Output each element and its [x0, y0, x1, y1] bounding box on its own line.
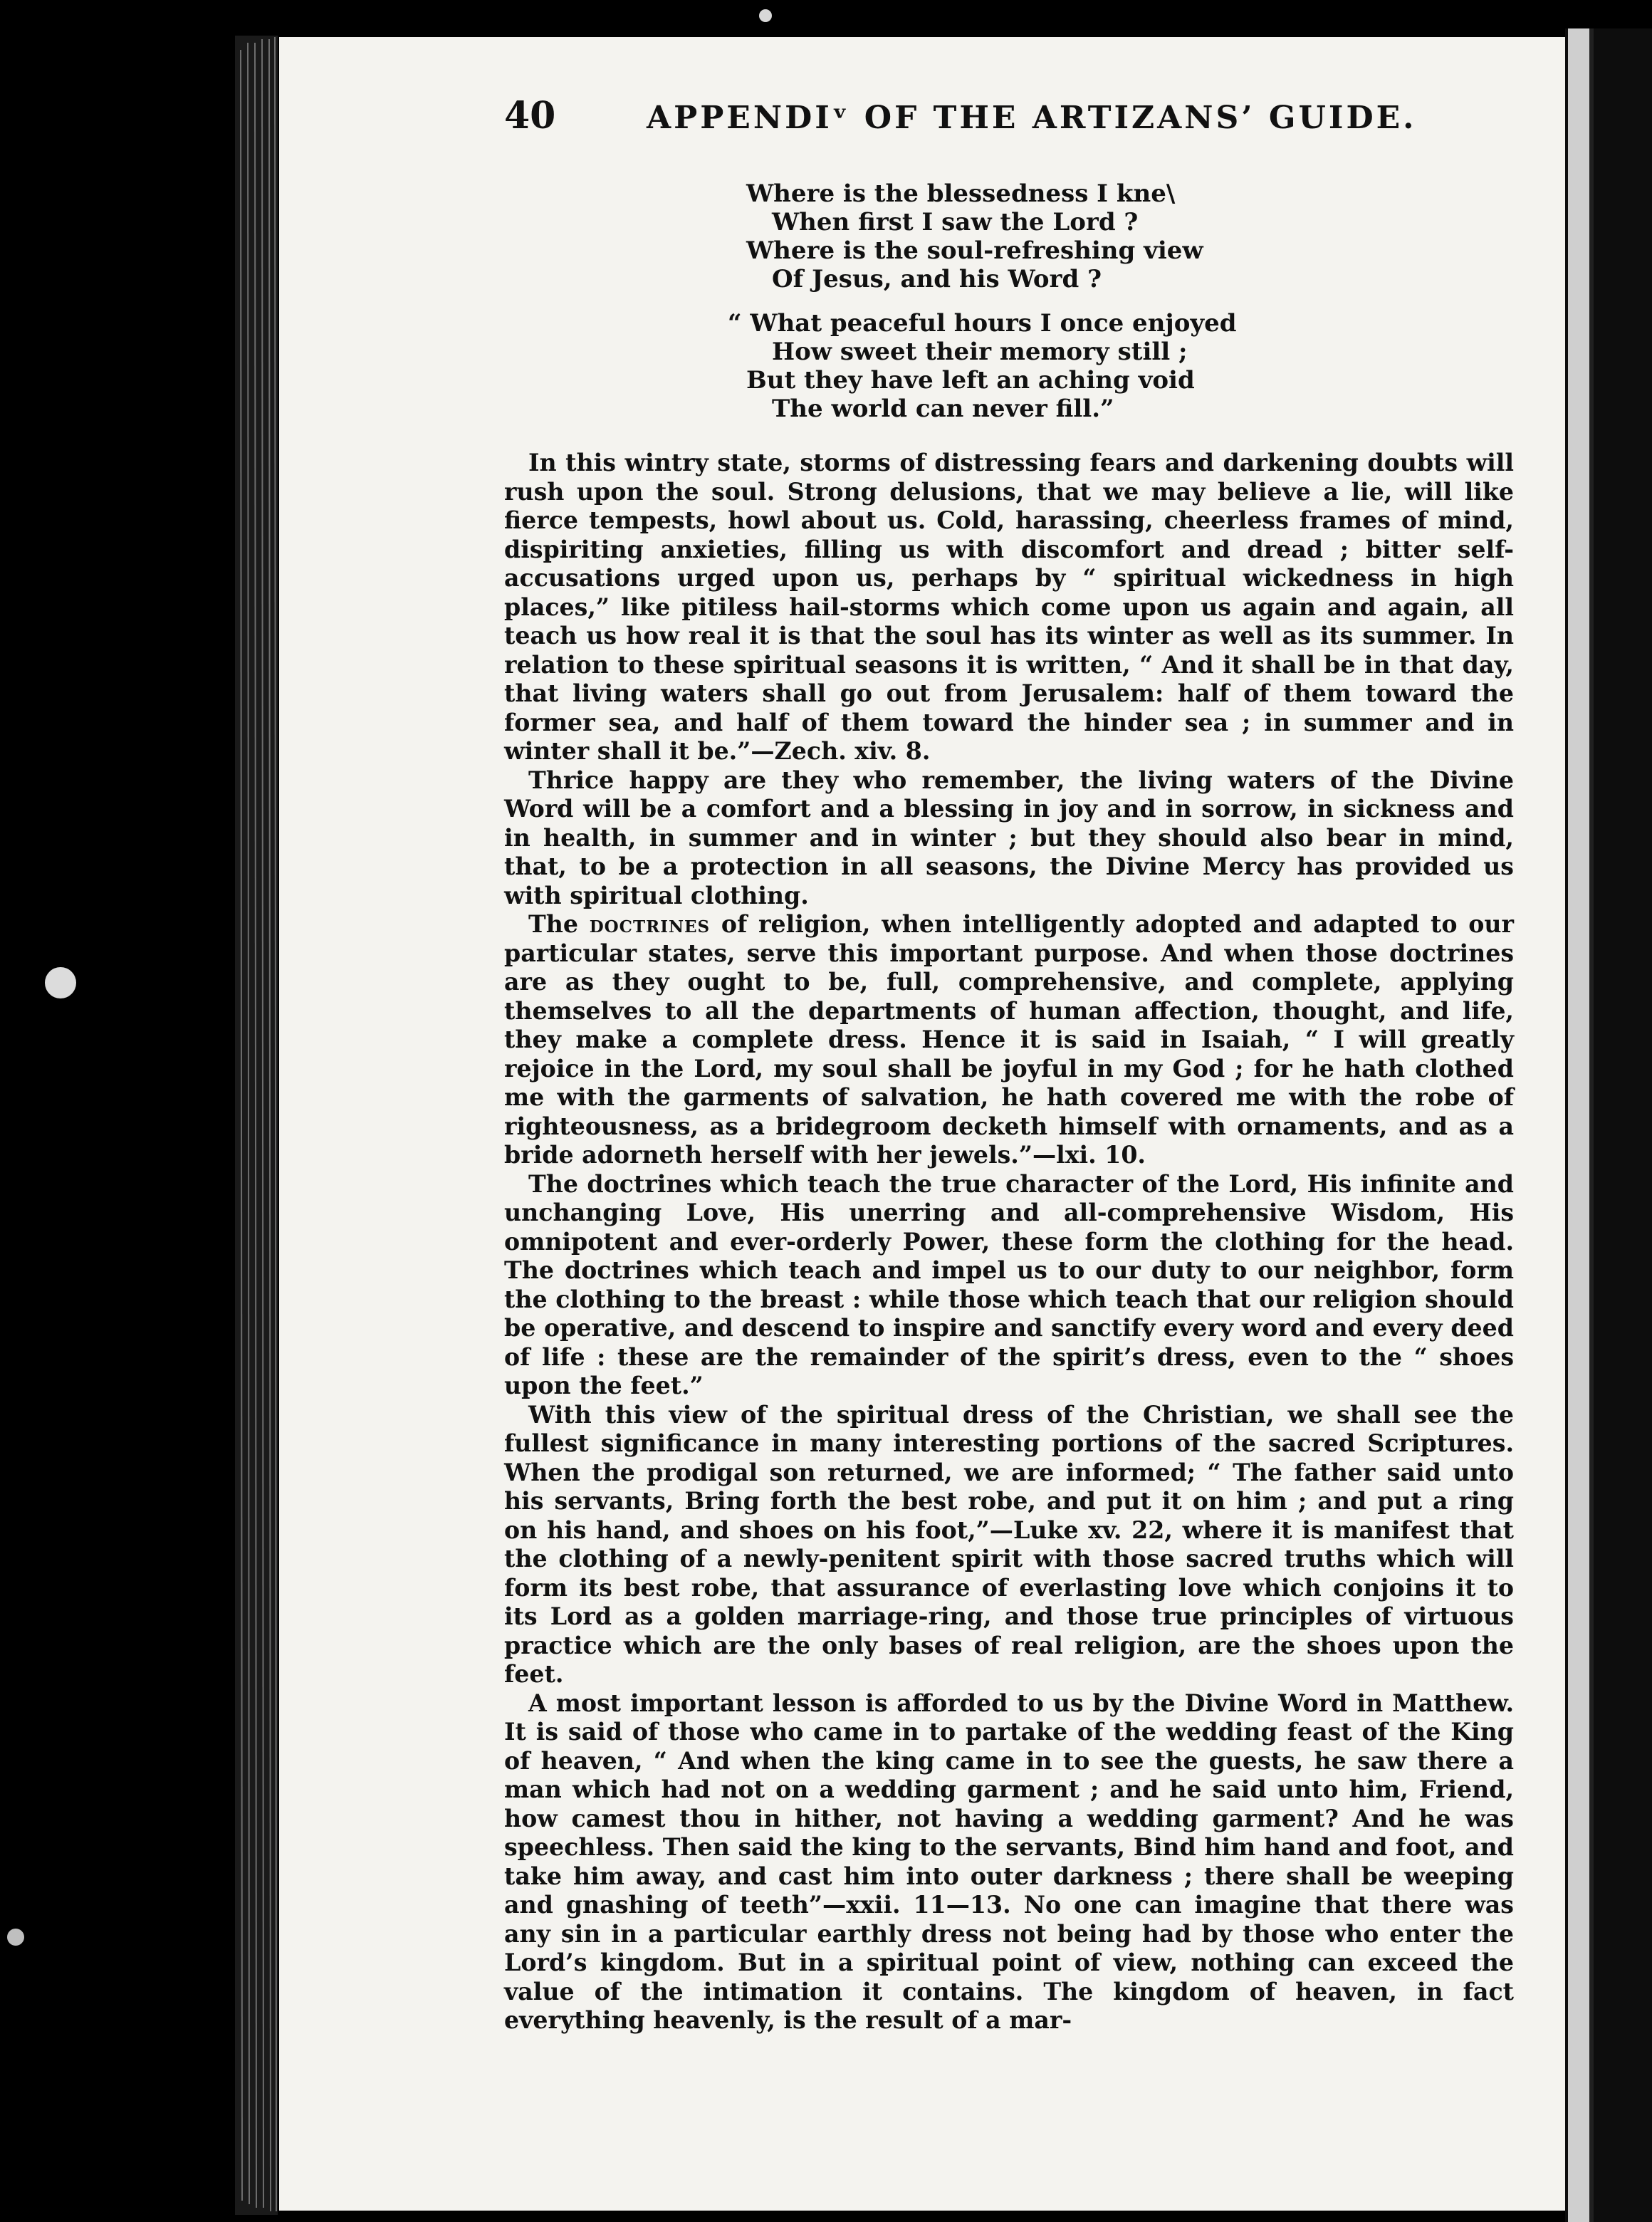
- paragraph-clothing: The doctrines which teach the true character of the Lord, His infinite and unchanging Love, His unerring and all-comprehensive Wisdom, His omnipotent and ever-orderly Power, these form the clothing for the head. The doctrines which teach and impel us to our duty to our neighbor, form the clothing to the breast : while those which teach that our religion should be operative, and descend to inspire and sanctify every word and every deed of life : these are the remainder of the spirit’s dress, even to the “ shoes upon the feet.”: [504, 1169, 1514, 1399]
- poem: [728, 179, 1514, 423]
- paragraph-spiritual-dress: With this view of the spiritual dress of the Christian, we shall see the fullest significance in many interesting portions of the sacred Scriptures. When the prodigal son returned, we are informed; “ The father said unto his servants, Bring forth the best robe, and put it on him ; and put a ring on his hand, and shoes on his foot,”—Luke xv. 22, where it is manifest that the clothing of a newly-penitent spirit with those sacred truths which will form its best robe, that assurance of everlasting love which conjoins it to its Lord as a golden marriage-ring, and those true principles of virtuous practice which are the only bases of real religion, are the shoes upon the feet.: [504, 1400, 1514, 1688]
- paragraph-wedding-garment: A most important lesson is afforded to us by the Divine Word in Matthew. It is said of those who came in to partake of the wedding feast of the King of heaven, “ And when the king came in to see the guests, he saw there a man which had not on a wedding garment ; and he said unto him, Friend, how camest thou in hither, not having a wedding garment? And he was speechless. Then said the king to the servants, Bind him hand and foot, and take him away, and cast him into outer darkness ; there shall be weeping and gnashing of teeth”—xxii. 11—13. No one can imagine that there was any sin in a particular earthly dress not being had by those who enter the Lord’s kingdom. But in a spiritual point of view, nothing can exceed the value of the intimation it contains. The kingdom of heaven, in fact everything heavenly, is the result of a mar-: [504, 1689, 1514, 2034]
- poem-line: Where is the blessedness I kne\: [746, 179, 1176, 208]
- poem-stanza-1: [746, 179, 1514, 293]
- poem-line: Of Jesus, and his Word ?: [772, 265, 1102, 293]
- page-header: [504, 94, 1514, 144]
- poem-line: But they have left an aching void: [746, 366, 1195, 395]
- book-page: [279, 37, 1565, 2211]
- paragraph-doctrines: [504, 910, 1514, 1170]
- paragraph-lead-word: The: [528, 910, 578, 938]
- running-head: APPENDIᵛ OF THE ARTIZANS’ GUIDE.: [647, 100, 1417, 136]
- poem-line: Where is the soul-refreshing view: [746, 236, 1203, 265]
- small-caps-word: doctrines: [589, 910, 711, 938]
- poem-line: When first I saw the Lord ?: [772, 208, 1139, 236]
- paragraph-wintry-state: In this wintry state, storms of distressing fears and darkening doubts will rush upon the soul. Strong delusions, that we may believe a lie, will like fierce tempests, howl about us. Cold, harassing, cheerless frames of mind, dispiriting anxieties, filling us with discomfort and dread ; bitter self-accusations urged upon us, perhaps by “ spiritual wickedness in high places,” like pitiless hail-storms which come upon us again and again, all teach us how real it is that the soul has its winter as well as its summer. In relation to these spiritual seasons it is written, “ And it shall be in that day, that living waters shall go out from Jerusalem: half of them toward the former sea, and half of them toward the hinder sea ; in summer and in winter shall it be.”—Zech. xiv. 8.: [504, 449, 1514, 765]
- paragraph-continuation: of religion, when intelligently adopted and adapted to our particular states, serve this important purpose. And when those doctrines are as they ought to be, full, comprehensive, and complete, applying themselves to all the departments of human affection, thought, and life, they make a complete dress. Hence it is said in Isaiah, “ I will greatly rejoice in the Lord, my soul shall be joyful in my God ; for he hath clothed me with the garments of salvation, he hath covered me with the robe of righteousness, as a bridegroom decketh himself with ornaments, and as a bride adorneth herself with her jewels.”—lxi. 10.: [504, 910, 1514, 1169]
- page-number: 40: [504, 94, 556, 137]
- poem-stanza-2: [728, 309, 1514, 423]
- poem-line: How sweet their memory still ;: [772, 338, 1188, 366]
- paragraph-thrice-happy: Thrice happy are they who remember, the living waters of the Divine Word will be a comfort and a blessing in joy and in sorrow, in sickness and in health, in summer and in winter ; but they should also bear in mind, that, to be a protection in all seasons, the Divine Mercy has provided us with spiritual clothing.: [504, 766, 1514, 909]
- body-text: [504, 449, 1514, 2035]
- page-content: [504, 94, 1514, 2035]
- poem-line: “ What peaceful hours I once enjoyed: [728, 309, 1237, 338]
- poem-line: The world can never fill.”: [772, 395, 1114, 423]
